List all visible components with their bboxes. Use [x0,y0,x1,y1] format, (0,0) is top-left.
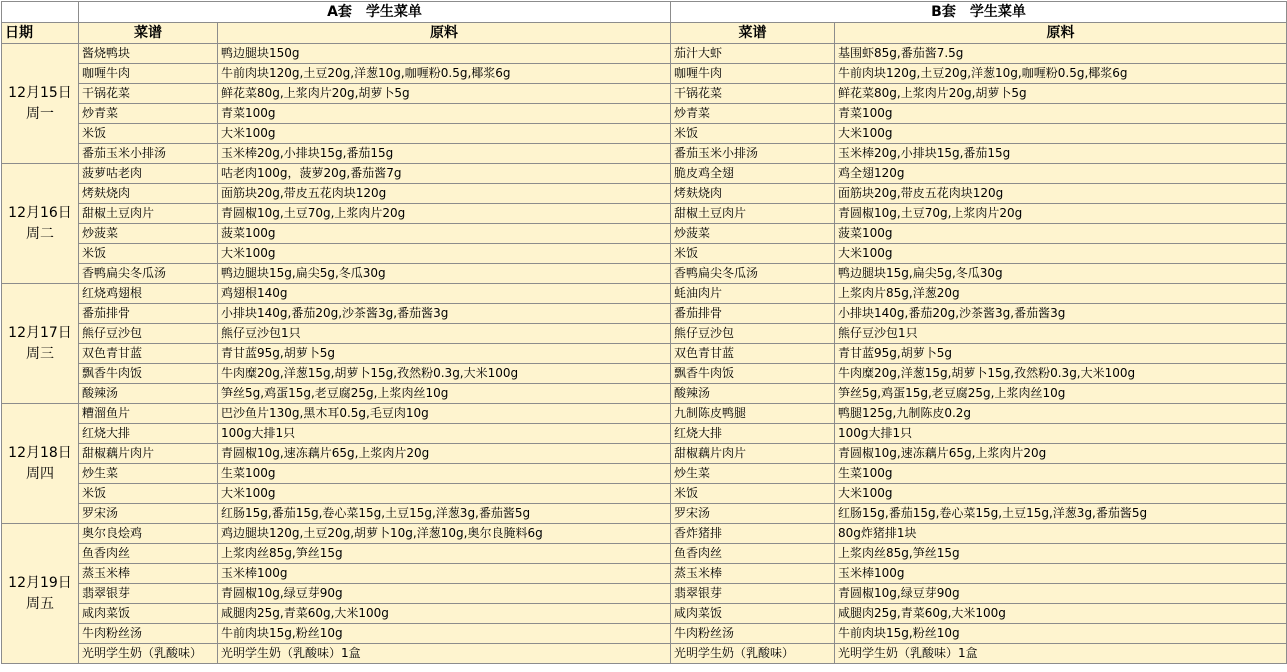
b-ingredients-cell: 青圆椒10g,土豆70g,上浆肉片20g [835,204,1287,224]
b-ingredients-cell: 大米100g [835,484,1287,504]
b-ingredients-cell: 牛前肉块15g,粉丝10g [835,624,1287,644]
a-dish-cell: 干锅花菜 [79,84,218,104]
b-dish-cell: 米饭 [671,244,835,264]
table-row [2,384,1287,404]
b-dish-cell: 番茄玉米小排汤 [671,144,835,164]
b-ingredients-cell: 光明学生奶（乳酸味）1盒 [835,644,1287,664]
b-ingredients-cell: 玉米棒100g [835,564,1287,584]
menu-table-body [2,2,1287,664]
weekday-label: 周五 [26,595,54,612]
a-dish-cell: 炒青菜 [79,104,218,124]
a-ingredients-cell: 生菜100g [218,464,671,484]
b-ingredients-cell: 基围虾85g,番茄酱7.5g [835,44,1287,64]
table-row [2,584,1287,604]
date-cell [2,284,79,404]
b-dish-cell: 甜椒土豆肉片 [671,204,835,224]
table-row [2,524,1287,544]
a-ingredients-cell: 牛前肉块15g,粉丝10g [218,624,671,644]
b-ingredients-cell: 面筋块20g,带皮五花肉块120g [835,184,1287,204]
a-ingredients-cell: 面筋块20g,带皮五花肉块120g [218,184,671,204]
a-ingredients-cell: 鸭边腿块150g [218,44,671,64]
b-dish-cell: 光明学生奶（乳酸味） [671,644,835,664]
b-ingredients-cell: 咸腿肉25g,青菜60g,大米100g [835,604,1287,624]
a-dish-cell: 咸肉菜饭 [79,604,218,624]
date-label: 12月18日 [8,444,72,461]
a-dish-cell: 甜椒藕片肉片 [79,444,218,464]
a-ingredients-cell: 巴沙鱼片130g,黑木耳0.5g,毛豆肉10g [218,404,671,424]
a-ingredients-cell: 玉米棒20g,小排块15g,番茄15g [218,144,671,164]
b-dish-cell: 咸肉菜饭 [671,604,835,624]
a-dish-cell: 炒生菜 [79,464,218,484]
col-b-ingredients-header: 原料 [835,23,1287,44]
table-row [2,224,1287,244]
table-row [2,204,1287,224]
a-ingredients-cell: 牛肉糜20g,洋葱15g,胡萝卜15g,孜然粉0.3g,大米100g [218,364,671,384]
table-row [2,244,1287,264]
a-dish-cell: 飘香牛肉饭 [79,364,218,384]
col-a-dish-header: 菜谱 [79,23,218,44]
date-label: 12月19日 [8,574,72,591]
a-ingredients-cell: 牛前肉块120g,土豆20g,洋葱10g,咖喱粉0.5g,椰浆6g [218,64,671,84]
table-row [2,64,1287,84]
column-header-row [2,23,1287,44]
b-ingredients-cell: 牛肉糜20g,洋葱15g,胡萝卜15g,孜然粉0.3g,大米100g [835,364,1287,384]
b-dish-cell: 九制陈皮鸭腿 [671,404,835,424]
a-dish-cell: 鱼香肉丝 [79,544,218,564]
date-cell [2,44,79,164]
table-row [2,324,1287,344]
a-ingredients-cell: 青甘蓝95g,胡萝卜5g [218,344,671,364]
table-row [2,164,1287,184]
a-dish-cell: 糟溜鱼片 [79,404,218,424]
a-ingredients-cell: 咸腿肉25g,青菜60g,大米100g [218,604,671,624]
table-row [2,84,1287,104]
a-ingredients-cell: 青圆椒10g,土豆70g,上浆肉片20g [218,204,671,224]
table-row [2,564,1287,584]
b-ingredients-cell: 80g炸猪排1块 [835,524,1287,544]
b-dish-cell: 红烧大排 [671,424,835,444]
a-dish-cell: 红烧大排 [79,424,218,444]
table-row [2,404,1287,424]
b-dish-cell: 酸辣汤 [671,384,835,404]
table-row [2,124,1287,144]
b-ingredients-cell: 牛前肉块120g,土豆20g,洋葱10g,咖喱粉0.5g,椰浆6g [835,64,1287,84]
student-menu-table [1,1,1287,664]
a-ingredients-cell: 菠菜100g [218,224,671,244]
b-dish-cell: 熊仔豆沙包 [671,324,835,344]
b-ingredients-cell: 鸭边腿块15g,扁尖5g,冬瓜30g [835,264,1287,284]
b-ingredients-cell: 生菜100g [835,464,1287,484]
corner-blank-cell [2,2,79,23]
b-dish-cell: 罗宋汤 [671,504,835,524]
b-dish-cell: 香鸭扁尖冬瓜汤 [671,264,835,284]
b-dish-cell: 脆皮鸡全翅 [671,164,835,184]
a-ingredients-cell: 大米100g [218,124,671,144]
b-dish-cell: 茄汁大虾 [671,44,835,64]
a-dish-cell: 炒菠菜 [79,224,218,244]
table-row [2,444,1287,464]
weekday-label: 周四 [26,465,54,482]
table-row [2,644,1287,664]
a-ingredients-cell: 鸭边腿块15g,扁尖5g,冬瓜30g [218,264,671,284]
b-dish-cell: 番茄排骨 [671,304,835,324]
table-row [2,464,1287,484]
b-dish-cell: 咖喱牛肉 [671,64,835,84]
a-dish-cell: 翡翠银芽 [79,584,218,604]
a-dish-cell: 熊仔豆沙包 [79,324,218,344]
a-ingredients-cell: 笋丝5g,鸡蛋15g,老豆腐25g,上浆肉丝10g [218,384,671,404]
a-ingredients-cell: 青圆椒10g,绿豆芽90g [218,584,671,604]
b-ingredients-cell: 青菜100g [835,104,1287,124]
a-dish-cell: 双色青甘蓝 [79,344,218,364]
table-row [2,104,1287,124]
a-dish-cell: 酸辣汤 [79,384,218,404]
b-ingredients-cell: 大米100g [835,244,1287,264]
b-ingredients-cell: 笋丝5g,鸡蛋15g,老豆腐25g,上浆肉丝10g [835,384,1287,404]
b-ingredients-cell: 鸭腿125g,九制陈皮0.2g [835,404,1287,424]
a-ingredients-cell: 鲜花菜80g,上浆肉片20g,胡萝卜5g [218,84,671,104]
a-dish-cell: 奥尔良烩鸡 [79,524,218,544]
b-ingredients-cell: 小排块140g,番茄20g,沙茶酱3g,番茄酱3g [835,304,1287,324]
b-dish-cell: 翡翠银芽 [671,584,835,604]
weekday-label: 周二 [26,225,54,242]
a-dish-cell: 烤麸烧肉 [79,184,218,204]
b-dish-cell: 双色青甘蓝 [671,344,835,364]
b-ingredients-cell: 青甘蓝95g,胡萝卜5g [835,344,1287,364]
a-ingredients-cell: 鸡边腿块120g,土豆20g,胡萝卜10g,洋葱10g,奥尔良腌料6g [218,524,671,544]
b-ingredients-cell: 菠菜100g [835,224,1287,244]
date-label: 12月17日 [8,324,72,341]
a-dish-cell: 米饭 [79,244,218,264]
b-dish-cell: 炒青菜 [671,104,835,124]
b-ingredients-cell: 上浆肉丝85g,笋丝15g [835,544,1287,564]
b-dish-cell: 鱼香肉丝 [671,544,835,564]
a-ingredients-cell: 光明学生奶（乳酸味）1盒 [218,644,671,664]
a-ingredients-cell: 100g大排1只 [218,424,671,444]
b-dish-cell: 香炸猪排 [671,524,835,544]
b-ingredients-cell: 上浆肉片85g,洋葱20g [835,284,1287,304]
b-ingredients-cell: 青圆椒10g,速冻藕片65g,上浆肉片20g [835,444,1287,464]
a-dish-cell: 罗宋汤 [79,504,218,524]
a-dish-cell: 番茄玉米小排汤 [79,144,218,164]
weekday-label: 周三 [26,345,54,362]
set-a-title: A套 学生菜单 [79,2,671,23]
set-title-row [2,2,1287,23]
set-b-title: B套 学生菜单 [671,2,1287,23]
b-dish-cell: 干锅花菜 [671,84,835,104]
a-dish-cell: 甜椒土豆肉片 [79,204,218,224]
table-row [2,304,1287,324]
b-dish-cell: 米饭 [671,484,835,504]
b-ingredients-cell: 红肠15g,番茄15g,卷心菜15g,土豆15g,洋葱3g,番茄酱5g [835,504,1287,524]
table-row [2,184,1287,204]
a-ingredients-cell: 玉米棒100g [218,564,671,584]
a-ingredients-cell: 青菜100g [218,104,671,124]
b-ingredients-cell: 熊仔豆沙包1只 [835,324,1287,344]
a-dish-cell: 牛肉粉丝汤 [79,624,218,644]
a-ingredients-cell: 红肠15g,番茄15g,卷心菜15g,土豆15g,洋葱3g,番茄酱5g [218,504,671,524]
table-row [2,544,1287,564]
date-cell [2,524,79,664]
b-dish-cell: 蚝油肉片 [671,284,835,304]
a-dish-cell: 米饭 [79,124,218,144]
a-dish-cell: 咖喱牛肉 [79,64,218,84]
table-row [2,144,1287,164]
a-dish-cell: 番茄排骨 [79,304,218,324]
b-ingredients-cell: 100g大排1只 [835,424,1287,444]
a-dish-cell: 酱烧鸭块 [79,44,218,64]
b-dish-cell: 米饭 [671,124,835,144]
date-cell [2,164,79,284]
date-label: 12月15日 [8,84,72,101]
b-dish-cell: 烤麸烧肉 [671,184,835,204]
col-b-dish-header: 菜谱 [671,23,835,44]
a-ingredients-cell: 上浆肉丝85g,笋丝15g [218,544,671,564]
a-ingredients-cell: 咕老肉100g，菠萝20g,番茄酱7g [218,164,671,184]
b-ingredients-cell: 鲜花菜80g,上浆肉片20g,胡萝卜5g [835,84,1287,104]
b-dish-cell: 炒菠菜 [671,224,835,244]
a-ingredients-cell: 小排块140g,番茄20g,沙茶酱3g,番茄酱3g [218,304,671,324]
b-ingredients-cell: 大米100g [835,124,1287,144]
col-date-header: 日期 [2,23,79,44]
a-dish-cell: 光明学生奶（乳酸味） [79,644,218,664]
b-dish-cell: 炒生菜 [671,464,835,484]
b-dish-cell: 甜椒藕片肉片 [671,444,835,464]
weekday-label: 周一 [26,105,54,122]
a-ingredients-cell: 大米100g [218,244,671,264]
a-dish-cell: 红烧鸡翅根 [79,284,218,304]
a-dish-cell: 菠萝咕老肉 [79,164,218,184]
a-dish-cell: 蒸玉米棒 [79,564,218,584]
table-row [2,344,1287,364]
a-dish-cell: 米饭 [79,484,218,504]
col-a-ingredients-header: 原料 [218,23,671,44]
table-row [2,284,1287,304]
table-row [2,504,1287,524]
a-ingredients-cell: 青圆椒10g,速冻藕片65g,上浆肉片20g [218,444,671,464]
b-ingredients-cell: 玉米棒20g,小排块15g,番茄15g [835,144,1287,164]
b-ingredients-cell: 鸡全翅120g [835,164,1287,184]
b-ingredients-cell: 青圆椒10g,绿豆芽90g [835,584,1287,604]
b-dish-cell: 牛肉粉丝汤 [671,624,835,644]
table-row [2,364,1287,384]
table-row [2,624,1287,644]
a-ingredients-cell: 鸡翅根140g [218,284,671,304]
date-label: 12月16日 [8,204,72,221]
table-row [2,604,1287,624]
table-row [2,484,1287,504]
table-row [2,264,1287,284]
date-cell [2,404,79,524]
b-dish-cell: 飘香牛肉饭 [671,364,835,384]
table-row [2,44,1287,64]
a-ingredients-cell: 大米100g [218,484,671,504]
table-row [2,424,1287,444]
a-ingredients-cell: 熊仔豆沙包1只 [218,324,671,344]
a-dish-cell: 香鸭扁尖冬瓜汤 [79,264,218,284]
b-dish-cell: 蒸玉米棒 [671,564,835,584]
